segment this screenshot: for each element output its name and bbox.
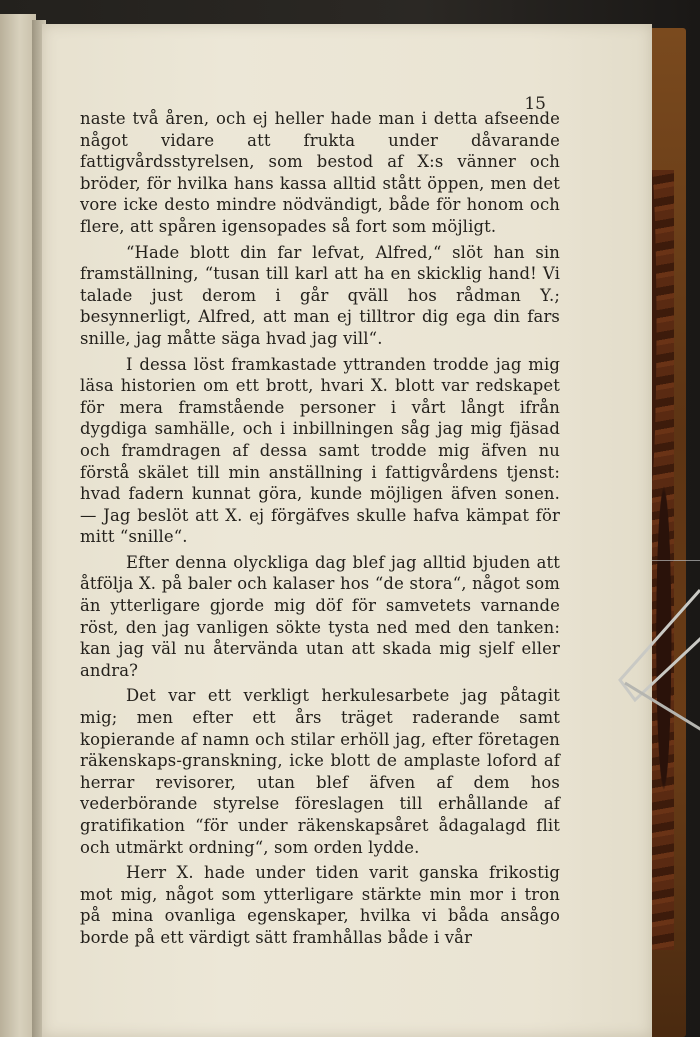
page-text [80,108,560,953]
page-number: 15 [524,94,546,114]
background-line [652,560,700,561]
paragraph: Herr X. hade under tiden varit ganska frikostig mot mig, något som ytterligare stärkte min mor i tron på mina ovanliga egenskaper, hvilka vi båda ansågo borde på ett värdigt sätt framhållas både i vår [80,863,560,947]
paragraph: I dessa löst framkastade yttranden trodde jag mig läsa historien om ett brott, hvari X. blott var redskapet för mera framstående personer i vårt långt ifrån dygdiga samhälle, och i inbillningen såg jag mig fjäsad och framdragen af dessa samt trodde mig äfven nu förstå skälet till min anställning i fattigvårdens tjenst: hvad fadern kunnat göra, kunde möjligen äfven sonen. — Jag beslöt att X. ej förgäfves skulle hafva kämpat för mitt “snille“. [80,354,560,547]
page-clip-icon [610,585,700,735]
left-page-edge [0,14,36,1037]
paragraph: Det var ett verkligt herkulesarbete jag påtagit mig; men efter ett års träget raderande samt kopierande af namn och stilar erhöll jag, efter företagen räkenskaps-granskning, icke blott de amplaste loford af herrar revisorer, utan blef äfven af dem hos vederbörande styrelse föreslagen till erhållande af gratifikation “för under räkenskapsåret ådagalagd flit och utmärkt ordning“, som orden lydde. [80,686,560,857]
paragraph: naste två åren, och ej heller hade man i detta afseende något vidare att frukta under dåvarande fattigvårdsstyrelsen, som bestod af X:s vänner och bröder, för hvilka hans kassa alltid stått öppen, men det vore icke desto mindre nödvändigt, både för honom och flere, att spåren igensopades så fort som möjligt. [80,109,560,236]
paragraph: “Hade blott din far lefvat, Alfred,“ slöt han sin framställning, “tusan till karl att ha en skicklig hand! Vi talade just derom i går qväll hos rådman Y.; besynnerligt, Alfred, att man ej tilltror dig ega din fars snille, jag måtte säga hvad jag vill“. [80,242,560,348]
paragraph: Efter denna olyckliga dag blef jag alltid bjuden att åtfölja X. på baler och kalaser hos “de stora“, något som än ytterligare gjorde mig döf för samvetets varnande röst, den jag vanligen sökte tysta ned med den tanken: kan jag väl nu återvända utan att skada mig sjelf eller andra? [80,552,560,680]
